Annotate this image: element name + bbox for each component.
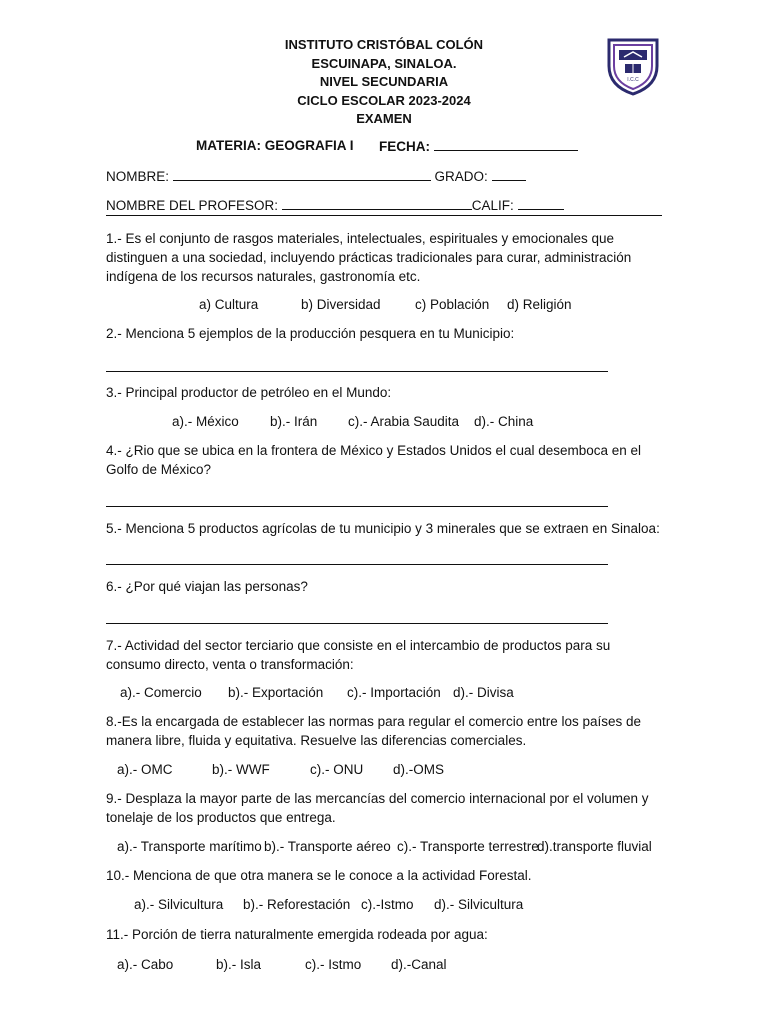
question-9-options bbox=[117, 837, 652, 856]
q1-option-b[interactable]: b) Diversidad bbox=[301, 297, 381, 312]
q11-option-c[interactable]: c).- Istmo bbox=[305, 957, 362, 972]
q10-option-a[interactable]: a).- Silvicultura bbox=[134, 897, 224, 912]
answer-line-6[interactable] bbox=[106, 623, 608, 624]
question-10-options bbox=[134, 895, 523, 914]
nombre-field[interactable] bbox=[173, 166, 431, 181]
q8-option-d[interactable]: d).-OMS bbox=[393, 762, 445, 777]
materia-label: MATERIA: GEOGRAFIA I bbox=[196, 138, 354, 153]
answer-line-5[interactable] bbox=[106, 564, 608, 565]
q9-option-b[interactable]: b).- Transporte aéreo bbox=[264, 839, 391, 854]
question-2: 2.- Menciona 5 ejemplos de la producción pesquera en tu Municipio: bbox=[106, 326, 515, 341]
question-8: 8.-Es la encargada de establecer las normas para regular el comercio entre los países de manera libre, fluida y equitativa. Resuelve las diferencias comerciales. bbox=[106, 714, 642, 748]
q3-option-a[interactable]: a).- México bbox=[172, 414, 239, 429]
question-1-options bbox=[199, 295, 572, 314]
q3-option-d[interactable]: d).- China bbox=[474, 414, 534, 429]
school-name: INSTITUTO CRISTÓBAL COLÓN bbox=[284, 37, 484, 52]
question-3: 3.- Principal productor de petróleo en el Mundo: bbox=[106, 385, 392, 400]
profesor-label: NOMBRE DEL PROFESOR: bbox=[106, 198, 279, 213]
q8-option-b[interactable]: b).- WWF bbox=[212, 762, 270, 777]
answer-line-4[interactable] bbox=[106, 506, 608, 507]
q10-option-b[interactable]: b).- Reforestación bbox=[243, 897, 351, 912]
q1-option-a[interactable]: a) Cultura bbox=[199, 297, 259, 312]
q9-option-c[interactable]: c).- Transporte terrestre bbox=[397, 839, 539, 854]
q3-option-b[interactable]: b).- Irán bbox=[270, 414, 318, 429]
q10-option-d[interactable]: d).- Silvicultura bbox=[434, 897, 524, 912]
question-3-options bbox=[172, 412, 533, 431]
fecha-field[interactable] bbox=[434, 136, 578, 151]
question-7-options bbox=[120, 683, 514, 702]
nombre-label: NOMBRE: bbox=[106, 169, 170, 184]
school-cycle: CICLO ESCOLAR 2023-2024 bbox=[297, 92, 471, 108]
fecha-label: FECHA: bbox=[379, 139, 430, 154]
school-crest-icon bbox=[605, 36, 661, 96]
q9-option-a[interactable]: a).- Transporte marítimo bbox=[117, 839, 262, 854]
document-title: EXAMEN bbox=[356, 111, 412, 126]
question-11: 11.- Porción de tierra naturalmente emergida rodeada por agua: bbox=[106, 927, 488, 942]
question-4: 4.- ¿Rio que se ubica en la frontera de México y Estados Unidos el cual desemboca en el Golfo de México? bbox=[106, 443, 642, 477]
profesor-field[interactable] bbox=[282, 195, 472, 210]
q7-option-c[interactable]: c).- Importación bbox=[347, 685, 441, 700]
q11-option-d[interactable]: d).-Canal bbox=[391, 957, 447, 972]
q7-option-a[interactable]: a).- Comercio bbox=[120, 685, 202, 700]
question-1: 1.- Es el conjunto de rasgos materiales, intelectuales, espirituales y emocionales que distinguen a una sociedad, incluyendo prácticas tradicionales para curar, administración indígena de los recursos naturales, gastronomía etc. bbox=[106, 231, 632, 284]
question-7: 7.- Actividad del sector terciario que consiste en el intercambio de productos para su consumo directo, venta o transformación: bbox=[106, 638, 611, 672]
q11-option-b[interactable]: b).- Isla bbox=[216, 957, 262, 972]
question-10: 10.- Menciona de que otra manera se le conoce a la actividad Forestal. bbox=[106, 868, 532, 883]
calif-field[interactable] bbox=[518, 195, 564, 210]
question-6: 6.- ¿Por qué viajan las personas? bbox=[106, 579, 308, 594]
answer-line-2[interactable] bbox=[106, 371, 608, 372]
question-11-options bbox=[117, 955, 447, 974]
q11-option-a[interactable]: a).- Cabo bbox=[117, 957, 174, 972]
q7-option-d[interactable]: d).- Divisa bbox=[453, 685, 514, 700]
school-city: ESCUINAPA, SINALOA. bbox=[311, 55, 457, 71]
grado-field[interactable] bbox=[492, 166, 526, 181]
q8-option-a[interactable]: a).- OMC bbox=[117, 762, 173, 777]
q9-option-d[interactable]: d).transporte fluvial bbox=[537, 839, 652, 854]
question-9: 9.- Desplaza la mayor parte de las mercancías del comercio internacional por el volumen y tonelaje de los productos que entrega. bbox=[106, 791, 649, 825]
q10-option-c[interactable]: c).-Istmo bbox=[361, 897, 414, 912]
grado-label: GRADO: bbox=[434, 169, 488, 184]
q1-option-d[interactable]: d) Religión bbox=[507, 297, 572, 312]
q8-option-c[interactable]: c).- ONU bbox=[310, 762, 364, 777]
question-8-options bbox=[117, 760, 444, 779]
school-level: NIVEL SECUNDARIA bbox=[319, 74, 449, 89]
q3-option-c[interactable]: c).- Arabia Saudita bbox=[348, 414, 460, 429]
calif-label: CALIF: bbox=[471, 198, 514, 213]
q1-option-c[interactable]: c) Población bbox=[415, 297, 490, 312]
question-5: 5.- Menciona 5 productos agrícolas de tu municipio y 3 minerales que se extraen en Sinaloa: bbox=[106, 521, 660, 536]
header-divider bbox=[106, 215, 662, 216]
logo-text: I.C.C bbox=[627, 77, 639, 83]
q7-option-b[interactable]: b).- Exportación bbox=[228, 685, 324, 700]
